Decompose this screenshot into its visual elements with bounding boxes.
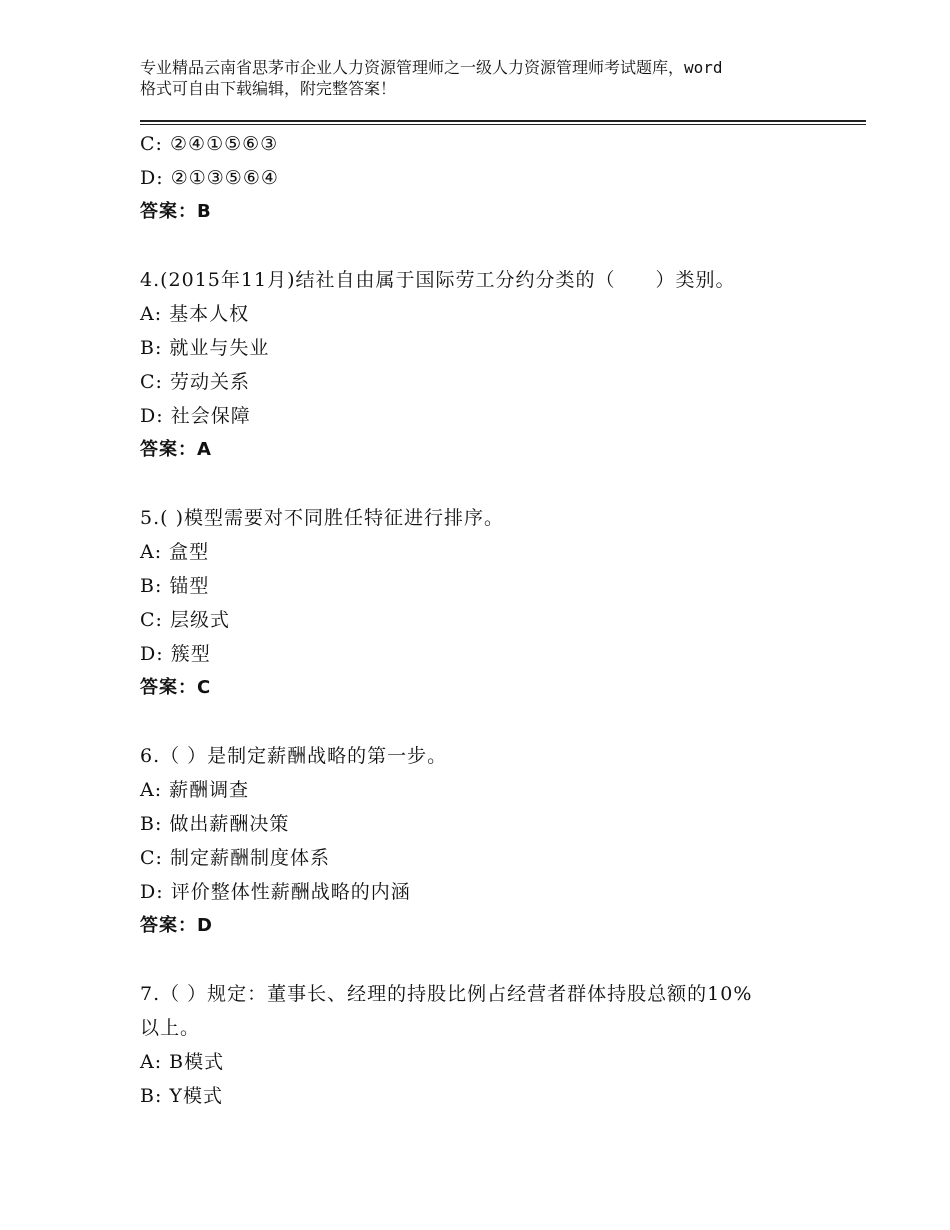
option-b <box>140 807 820 841</box>
question-stem-continued: 以上。 <box>140 1017 201 1039</box>
option-text: 社会保障 <box>170 405 251 427</box>
option-text: 薪酬调查 <box>169 779 250 801</box>
option-text: ②①③⑤⑥④ <box>170 167 279 189</box>
answer-line: 答案：B <box>140 201 212 222</box>
option-c <box>140 603 820 637</box>
option-text: 劳动关系 <box>170 371 251 393</box>
option-d <box>140 399 820 433</box>
option-c <box>140 841 820 875</box>
option-letter: C: <box>140 371 163 393</box>
option-text: 簇型 <box>170 643 211 665</box>
option-text: 盒型 <box>169 541 210 563</box>
option-letter: D: <box>140 405 164 427</box>
option-letter: A: <box>140 303 163 325</box>
option-letter: D: <box>140 167 164 189</box>
option-text: 评价整体性薪酬战略的内涵 <box>170 881 411 903</box>
option-c <box>140 127 820 161</box>
option-text: 层级式 <box>170 609 231 631</box>
option-a <box>140 773 820 807</box>
option-text: 制定薪酬制度体系 <box>170 847 331 869</box>
header-rule-thick <box>140 120 866 122</box>
option-letter: A: <box>140 541 163 563</box>
option-d <box>140 637 820 671</box>
option-text: B模式 <box>169 1051 225 1073</box>
answer-line: 答案：A <box>140 439 212 460</box>
question-stem: 7.（ ）规定：董事长、经理的持股比例占经营者群体持股总额的10% <box>140 983 753 1005</box>
option-a <box>140 1045 820 1079</box>
option-letter: B: <box>140 337 163 359</box>
header-rule-thin <box>140 124 866 125</box>
option-letter: B: <box>140 813 163 835</box>
option-a <box>140 535 820 569</box>
option-text: Y模式 <box>169 1085 223 1107</box>
option-text: 基本人权 <box>169 303 250 325</box>
option-d <box>140 875 820 909</box>
option-letter: B: <box>140 575 163 597</box>
option-b <box>140 331 820 365</box>
option-letter: C: <box>140 133 163 155</box>
option-letter: C: <box>140 609 163 631</box>
header-line-1: 专业精品云南省思茅市企业人力资源管理师之一级人力资源管理师考试题库，word <box>140 58 723 77</box>
option-text: ②④①⑤⑥③ <box>170 133 279 155</box>
option-text: 锚型 <box>169 575 210 597</box>
header-line-2: 格式可自由下载编辑，附完整答案！ <box>140 79 397 98</box>
spacer <box>140 705 820 739</box>
answer-line: 答案：C <box>140 677 212 698</box>
option-letter: A: <box>140 779 163 801</box>
option-a <box>140 297 820 331</box>
document-header <box>140 57 830 99</box>
option-letter: C: <box>140 847 163 869</box>
question-stem: 6.（ ）是制定薪酬战略的第一步。 <box>140 745 448 767</box>
option-b <box>140 569 820 603</box>
option-letter: A: <box>140 1051 163 1073</box>
spacer <box>140 229 820 263</box>
option-letter: B: <box>140 1085 163 1107</box>
question-stem: 4.(2015年11月)结社自由属于国际劳工分约分类的（ ）类别。 <box>140 269 736 291</box>
spacer <box>140 943 820 977</box>
question-list <box>140 127 820 1113</box>
option-text: 做出薪酬决策 <box>169 813 290 835</box>
answer-line: 答案：D <box>140 915 213 936</box>
option-b <box>140 1079 820 1113</box>
option-letter: D: <box>140 881 164 903</box>
question-stem: 5.( )模型需要对不同胜任特征进行排序。 <box>140 507 504 529</box>
option-c <box>140 365 820 399</box>
spacer <box>140 467 820 501</box>
option-d <box>140 161 820 195</box>
option-text: 就业与失业 <box>169 337 270 359</box>
option-letter: D: <box>140 643 164 665</box>
